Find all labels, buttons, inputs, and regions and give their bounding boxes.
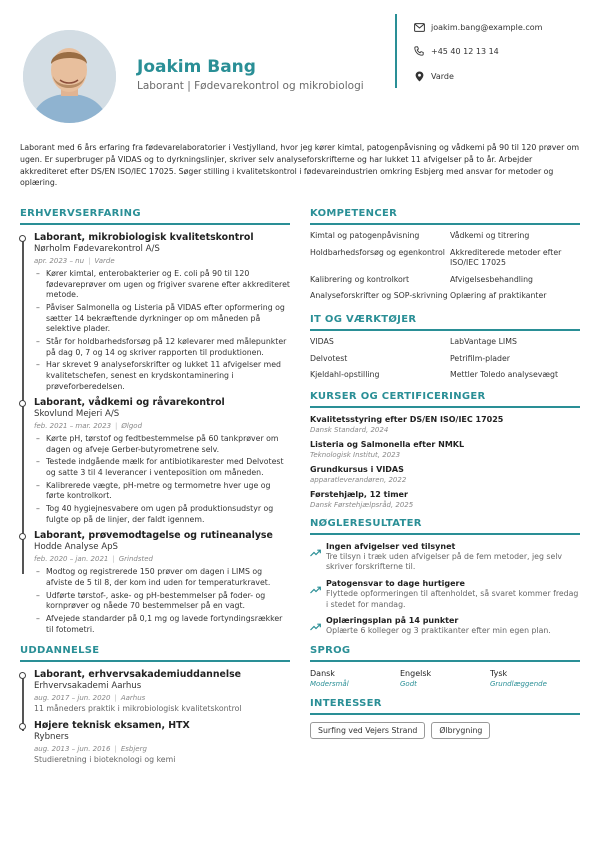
tool-item: LabVantage LIMS (450, 336, 517, 346)
left-column (20, 208, 290, 765)
education-entry (20, 720, 290, 765)
tool-item: Delvotest (310, 353, 348, 363)
skills-grid (310, 231, 580, 308)
list-item: – Afvejede standarder på 0,1 mg og lavede fortyndingsrækker til fotometri. (34, 614, 290, 635)
education-entry (20, 669, 290, 714)
skill-item: Akkrediterede metoder efter ISO/IEC 17025 (450, 247, 562, 268)
contact-phone-text: +45 40 12 13 14 (431, 46, 499, 56)
achievement-item (310, 615, 580, 637)
interests-list (310, 722, 580, 739)
contact-location-text: Varde (431, 71, 454, 81)
course-name: Grundkursus i VIDAS (310, 464, 404, 474)
education-degree: Laborant, erhvervsakademiuddannelse (34, 669, 242, 681)
job-entry (20, 530, 290, 635)
education-dates: aug. 2017 – jun. 2020 (34, 694, 111, 703)
language-level: Grundlæggende (490, 679, 547, 688)
contact-divider (395, 14, 397, 88)
skill-item: Analyseforskrifter og SOP-skrivning (310, 291, 448, 301)
mail-icon (413, 21, 425, 33)
job-bullets (34, 434, 290, 525)
language-level: Modersmål (310, 679, 349, 688)
location-pin-icon (413, 70, 425, 82)
contact-phone[interactable] (413, 45, 499, 57)
course-item (310, 439, 580, 460)
trend-up-icon (310, 579, 321, 598)
list-item: – Udførte tørstof-, aske- og pH-bestemmelser på foder- og kornprøver og nåede 70 bestemmelser på en vagt. (34, 591, 290, 612)
education-note: Studieretning i bioteknologi og kemi (34, 755, 176, 765)
job-location: Ølgod (121, 422, 143, 431)
section-heading-courses: KURSER OG CERTIFICERINGER (310, 391, 580, 408)
job-dates: feb. 2021 – mar. 2023 (34, 422, 112, 431)
timeline-dot (19, 672, 26, 679)
language-item (490, 668, 580, 689)
candidate-name: Joakim Bang (137, 57, 256, 77)
achievement-desc: Oplærte 6 kolleger og 3 praktikanter efter min egen plan. (326, 626, 551, 636)
interest-tag: Surfing ved Vejers Strand (310, 722, 425, 739)
achievement-title: Oplæringsplan på 14 punkter (326, 616, 459, 626)
phone-icon (413, 45, 425, 57)
achievement-item (310, 541, 580, 573)
job-employer: Nørholm Fødevarekontrol A/S (34, 244, 160, 254)
list-item: – Har skrevet 9 analyseforskrifter og lukket 11 afvigelser med kvalitetschefen, senest en krydskontaminering i prøveforberedelsen. (34, 360, 290, 392)
achievement-desc: Flyttede opformeringen til aftenholdet, så svaret kommer fredag i stedet for mandag. (326, 588, 579, 609)
timeline-dot (19, 235, 26, 242)
language-level: Godt (400, 679, 417, 688)
education-dates: aug. 2013 – jun. 2016 (34, 745, 111, 754)
education-degree: Højere teknisk eksamen, HTX (34, 720, 190, 732)
language-name: Dansk (310, 668, 335, 678)
job-title: Laborant, vådkemi og råvarekontrol (34, 397, 225, 409)
tools-grid (310, 337, 580, 387)
interest-tag: Ølbrygning (431, 722, 490, 739)
skill-item: Holdbarhedsforsøg og egenkontrol (310, 247, 445, 257)
section-heading-interests: INTERESSER (310, 698, 580, 715)
achievements-list (310, 541, 580, 637)
education-note: 11 måneders praktik i mikrobiologisk kvalitetskontrol (34, 704, 242, 714)
timeline-dot (19, 400, 26, 407)
list-item: – Påviser Salmonella og Listeria på VIDAS efter opformering og sætter 14 bekræftende dyrkninger op om måneden på selektive plader. (34, 303, 290, 335)
tool-item: Petrifilm-plader (450, 353, 510, 363)
section-heading-tools: IT OG VÆRKTØJER (310, 314, 580, 331)
timeline-dot (19, 723, 26, 730)
tool-item: VIDAS (310, 336, 334, 346)
job-location: Grindsted (118, 555, 154, 564)
job-dates: feb. 2020 – jan. 2021 (34, 555, 109, 564)
language-item (310, 668, 400, 689)
course-name: Førstehjælp, 12 timer (310, 489, 408, 499)
courses-list (310, 414, 580, 510)
section-heading-education: UDDANNELSE (20, 645, 290, 662)
list-item: – Kører kimtal, enterobakterier og E. coli på 90 til 120 fødevareprøver om ugen og frigiver svarene efter akkrediteret metode. (34, 269, 290, 301)
list-item: – Kørte pH, tørstof og fedtbestemmelse på 60 tankprøver om dagen og afveje Gerber-butyrometrene selv. (34, 434, 290, 455)
job-entry (20, 397, 290, 525)
trend-up-icon (310, 542, 321, 561)
course-meta: Teknologisk Institut, 2023 (310, 450, 401, 459)
tool-item: Kjeldahl-opstilling (310, 370, 380, 380)
tool-item: Mettler Toledo analysevægt (450, 370, 559, 380)
course-meta: Dansk Standard, 2024 (310, 425, 389, 434)
job-bullets (34, 269, 290, 392)
skill-item: Kimtal og patogenpåvisning (310, 231, 420, 240)
right-column (310, 208, 580, 739)
languages-list (310, 668, 580, 689)
job-location: Varde (94, 257, 115, 265)
list-item: – Kalibrerede vægte, pH-metre og termometre hver uge og førte kontrolkort. (34, 481, 290, 502)
achievement-title: Ingen afvigelser ved tilsynet (326, 541, 456, 551)
education-school: Erhvervsakademi Aarhus (34, 681, 142, 692)
education-meta: aug. 2013 – jun. 2016 | Esbjerg (34, 745, 147, 754)
job-meta: feb. 2021 – mar. 2023 | Ølgod (34, 422, 143, 431)
section-heading-skills: KOMPETENCER (310, 208, 580, 225)
profile-photo (23, 30, 116, 123)
trend-up-icon (310, 616, 321, 635)
job-dates: apr. 2023 – nu (34, 257, 85, 265)
job-meta: apr. 2023 – nu | Varde (34, 257, 115, 265)
candidate-title: Laborant | Fødevarekontrol og mikrobiologi (137, 80, 364, 92)
contact-email-text: joakim.bang@example.com (431, 22, 543, 32)
course-item (310, 489, 580, 510)
job-employer: Skovlund Mejeri A/S (34, 409, 120, 420)
job-title: Laborant, mikrobiologisk kvalitetskontrol (34, 232, 254, 243)
course-item (310, 464, 580, 485)
education-location: Esbjerg (120, 745, 147, 754)
list-item: – Står for holdbarhedsforsøg på 12 kølevarer med målepunkter på dag 0, 7 og 14 og skriver rapporten til produktionen. (34, 337, 290, 358)
experience-timeline (20, 232, 290, 635)
avatar (23, 30, 116, 123)
achievement-item (310, 578, 580, 610)
resume-header (0, 0, 600, 130)
skill-item: Kalibrering og kontrolkort (310, 274, 410, 284)
achievement-title: Patogensvar to dage hurtigere (326, 578, 465, 588)
job-employer: Hodde Analyse ApS (34, 542, 118, 553)
education-school: Rybners (34, 732, 69, 743)
section-heading-languages: SPROG (310, 645, 580, 662)
profile-summary: Laborant med 6 års erfaring fra fødevarelaboratorier i Vestjylland, hvor jeg kører kimtal, patogenpåvisning og vådkemi på 90 til 120 prøver om ugen. Er superbruger på VIDAS og to dyrkningslinjer, skriver selv analyseforskrifterne og har lukket 11 afvigelser på to år. Arbejder akkrediteret efter DS/EN ISO/IEC 17025. Søger stilling i kvalitetskontrol i fødevareindustrien omkring Esbjerg med ansvar for metoder og oplæring. (20, 143, 580, 188)
timeline-dot (19, 533, 26, 540)
job-meta: feb. 2020 – jan. 2021 | Grindsted (34, 555, 154, 564)
list-item: – Modtog og registrerede 150 prøver om dagen i LIMS og afviste de 5 til 8, der kom ind uden for temperaturkravet. (34, 567, 290, 588)
course-meta: Dansk Førstehjælpsråd, 2025 (310, 500, 414, 509)
course-meta: apparatleverandøren, 2022 (310, 475, 407, 484)
skill-item: Afvigelsesbehandling (450, 274, 533, 284)
contact-location (413, 70, 454, 82)
course-item (310, 414, 580, 435)
list-item: – Testede indgående mælk for antibiotikarester med Delvotest og satte 3 til 4 leverancer i venteposition om måneden. (34, 457, 290, 478)
skill-item: Oplæring af praktikanter (450, 291, 547, 301)
job-entry (20, 232, 290, 392)
education-timeline (20, 669, 290, 765)
job-bullets (34, 567, 290, 635)
section-heading-achievements: NØGLERESULTATER (310, 518, 580, 535)
course-name: Kvalitetsstyring efter DS/EN ISO/IEC 17025 (310, 414, 504, 424)
education-location: Aarhus (120, 694, 146, 703)
contact-email[interactable] (413, 21, 542, 33)
course-name: Listeria og Salmonella efter NMKL (310, 439, 465, 449)
list-item: – Tog 40 hygiejnesvabere om ugen på produktionsudstyr og fulgte op på de linjer, der faldt igennem. (34, 504, 290, 525)
language-name: Tysk (490, 668, 508, 678)
section-heading-experience: ERHVERVSERFARING (20, 208, 290, 225)
skill-item: Vådkemi og titrering (450, 231, 530, 240)
language-name: Engelsk (400, 668, 432, 678)
job-title: Laborant, prøvemodtagelse og rutineanalyse (34, 530, 273, 542)
achievement-desc: Tre tilsyn i træk uden afvigelser på de fem metoder, jeg selv skriver forskrifterne til. (326, 551, 563, 572)
language-item (400, 668, 490, 689)
education-meta: aug. 2017 – jun. 2020 | Aarhus (34, 694, 146, 703)
